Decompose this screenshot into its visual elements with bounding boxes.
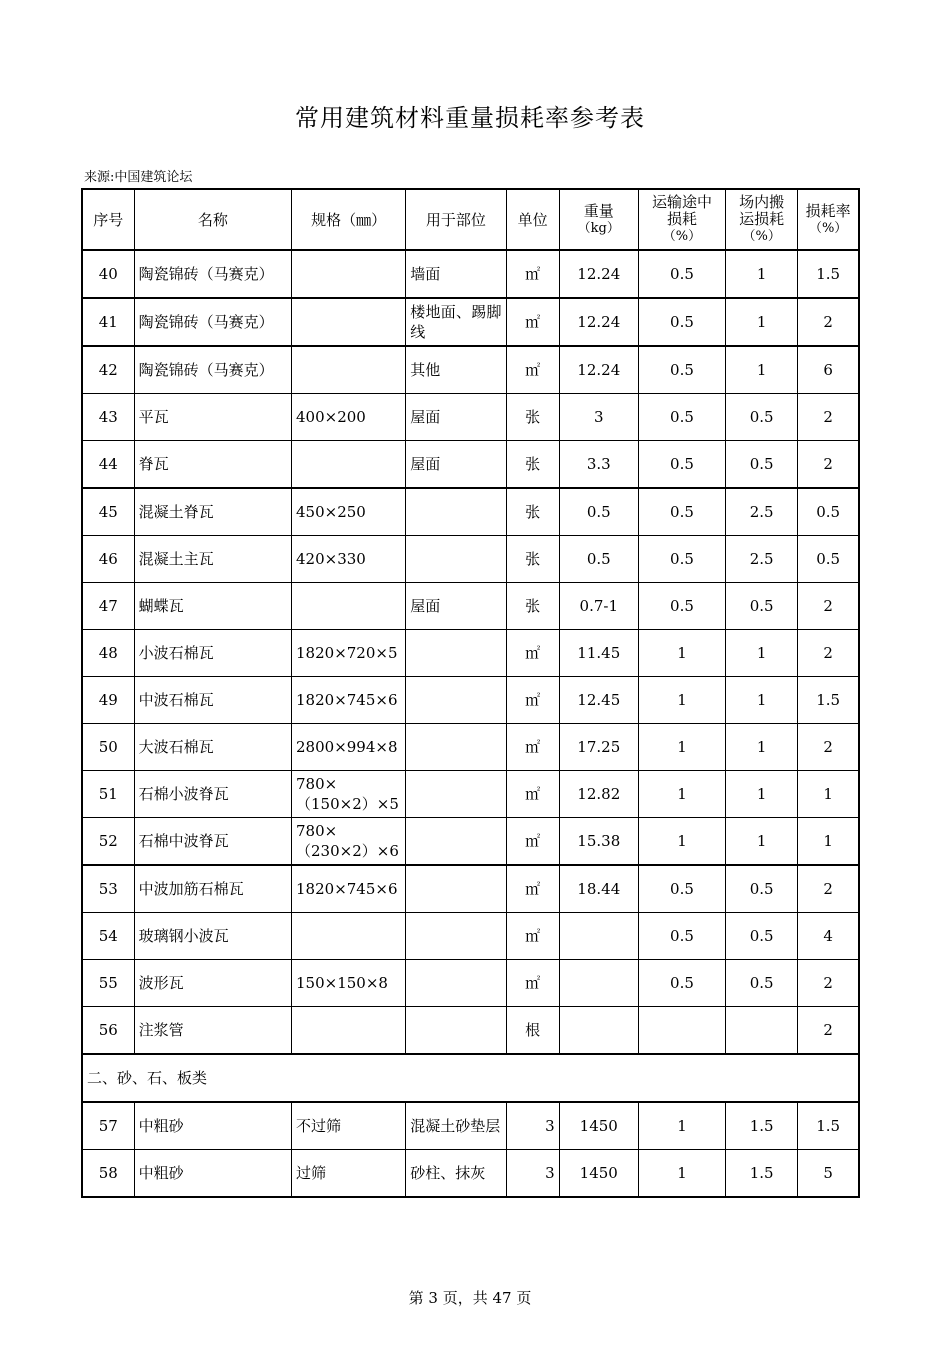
table-row [82, 394, 859, 441]
header-weight-line1: 重量 [583, 201, 614, 220]
section-row [82, 1054, 859, 1102]
table-header-row [82, 189, 859, 250]
cell-loss: 2 [798, 298, 859, 346]
cell-unit: ㎡ [506, 298, 559, 346]
cell-name: 波形瓦 [134, 960, 291, 1007]
cell-use [406, 488, 506, 536]
cell-unit: ㎡ [506, 865, 559, 913]
cell-site: 1 [726, 630, 798, 677]
cell-unit: 3 [506, 1102, 559, 1150]
cell-unit: ㎡ [506, 771, 559, 818]
cell-weight: 1450 [559, 1102, 638, 1150]
cell-loss: 2 [798, 630, 859, 677]
header-no: 序号 [82, 189, 134, 250]
cell-weight: 3 [559, 394, 638, 441]
cell-name: 石棉中波脊瓦 [134, 818, 291, 866]
cell-spec [292, 250, 406, 298]
cell-loss: 1.5 [798, 677, 859, 724]
cell-use: 楼地面、踢脚线 [406, 298, 506, 346]
cell-use: 屋面 [406, 394, 506, 441]
header-site-line3: （%） [742, 229, 781, 244]
cell-unit: 张 [506, 583, 559, 630]
cell-weight: 0.7-1 [559, 583, 638, 630]
cell-unit: ㎡ [506, 724, 559, 771]
cell-no: 42 [82, 346, 134, 394]
cell-use [406, 960, 506, 1007]
cell-site: 1 [726, 818, 798, 866]
header-loss-line1: 损耗率 [805, 201, 851, 220]
cell-loss: 2 [798, 865, 859, 913]
table-row [82, 913, 859, 960]
cell-use: 屋面 [406, 441, 506, 489]
cell-unit: 根 [506, 1007, 559, 1055]
cell-transport: 0.5 [638, 441, 725, 489]
cell-no: 43 [82, 394, 134, 441]
cell-weight: 1450 [559, 1150, 638, 1198]
cell-site: 0.5 [726, 960, 798, 1007]
cell-use [406, 818, 506, 866]
cell-loss: 2 [798, 583, 859, 630]
cell-no: 50 [82, 724, 134, 771]
header-site-loss [726, 189, 798, 250]
cell-no: 56 [82, 1007, 134, 1055]
cell-spec: 780×（230×2）×6 [292, 818, 406, 866]
cell-transport: 0.5 [638, 960, 725, 1007]
cell-site: 1 [726, 298, 798, 346]
header-transport-line1: 运输途中 [651, 193, 712, 211]
cell-transport: 1 [638, 771, 725, 818]
header-name: 名称 [134, 189, 291, 250]
cell-name: 陶瓷锦砖（马赛克） [134, 298, 291, 346]
table-row [82, 865, 859, 913]
cell-site: 1 [726, 677, 798, 724]
header-transport-line2: 损耗 [666, 210, 697, 228]
header-spec: 规格（㎜） [292, 189, 406, 250]
cell-loss: 2 [798, 441, 859, 489]
cell-site: 0.5 [726, 441, 798, 489]
cell-name: 中波石棉瓦 [134, 677, 291, 724]
cell-site: 0.5 [726, 583, 798, 630]
cell-use [406, 630, 506, 677]
cell-transport: 0.5 [638, 488, 725, 536]
cell-no: 53 [82, 865, 134, 913]
cell-weight: 11.45 [559, 630, 638, 677]
cell-weight: 3.3 [559, 441, 638, 489]
cell-no: 58 [82, 1150, 134, 1198]
cell-use [406, 536, 506, 583]
cell-site: 0.5 [726, 865, 798, 913]
table-row [82, 1150, 859, 1198]
cell-name: 中波加筋石棉瓦 [134, 865, 291, 913]
table-row [82, 960, 859, 1007]
cell-use: 其他 [406, 346, 506, 394]
cell-site: 1.5 [726, 1102, 798, 1150]
cell-weight [559, 913, 638, 960]
cell-transport: 0.5 [638, 394, 725, 441]
cell-loss: 1 [798, 818, 859, 866]
cell-no: 44 [82, 441, 134, 489]
cell-weight: 0.5 [559, 488, 638, 536]
cell-spec [292, 298, 406, 346]
cell-site: 2.5 [726, 536, 798, 583]
cell-loss: 2 [798, 724, 859, 771]
cell-transport: 0.5 [638, 913, 725, 960]
cell-spec: 420×330 [292, 536, 406, 583]
cell-unit: ㎡ [506, 630, 559, 677]
cell-loss: 2 [798, 1007, 859, 1055]
cell-name: 石棉小波脊瓦 [134, 771, 291, 818]
cell-spec: 不过筛 [292, 1102, 406, 1150]
cell-transport: 1 [638, 724, 725, 771]
cell-spec [292, 583, 406, 630]
cell-unit: ㎡ [506, 913, 559, 960]
cell-unit: 张 [506, 488, 559, 536]
cell-unit: 张 [506, 441, 559, 489]
cell-use [406, 771, 506, 818]
cell-use [406, 724, 506, 771]
cell-loss: 4 [798, 913, 859, 960]
cell-loss: 5 [798, 1150, 859, 1198]
table-row [82, 488, 859, 536]
cell-transport: 0.5 [638, 865, 725, 913]
cell-no: 40 [82, 250, 134, 298]
header-site-line1: 场内搬 [739, 193, 785, 211]
cell-no: 45 [82, 488, 134, 536]
cell-transport: 0.5 [638, 250, 725, 298]
table-row [82, 771, 859, 818]
cell-weight [559, 1007, 638, 1055]
cell-weight: 12.45 [559, 677, 638, 724]
cell-transport: 0.5 [638, 583, 725, 630]
cell-name: 玻璃钢小波瓦 [134, 913, 291, 960]
cell-transport: 1 [638, 1150, 725, 1198]
cell-name: 中粗砂 [134, 1150, 291, 1198]
cell-loss: 1.5 [798, 250, 859, 298]
cell-transport: 1 [638, 818, 725, 866]
cell-unit: ㎡ [506, 818, 559, 866]
table-row [82, 298, 859, 346]
cell-loss: 0.5 [798, 488, 859, 536]
header-weight-line2: （kg） [577, 220, 620, 236]
cell-use [406, 913, 506, 960]
cell-site [726, 1007, 798, 1055]
cell-use: 墙面 [406, 250, 506, 298]
cell-no: 54 [82, 913, 134, 960]
page-footer: 第 3 页，共 47 页 [408, 1289, 532, 1307]
cell-no: 47 [82, 583, 134, 630]
cell-use [406, 865, 506, 913]
cell-spec [292, 1007, 406, 1055]
header-site-line2: 运损耗 [739, 210, 785, 228]
cell-unit: ㎡ [506, 677, 559, 724]
table-row [82, 346, 859, 394]
cell-weight: 12.82 [559, 771, 638, 818]
table-row [82, 1102, 859, 1150]
header-transport-line3: （%） [662, 229, 702, 244]
page-title: 常用建筑材料重量损耗率参考表 [295, 104, 645, 132]
cell-no: 41 [82, 298, 134, 346]
cell-no: 48 [82, 630, 134, 677]
cell-loss: 0.5 [798, 536, 859, 583]
cell-name: 陶瓷锦砖（马赛克） [134, 250, 291, 298]
cell-spec: 2800×994×8 [292, 724, 406, 771]
table-row [82, 818, 859, 866]
source-note: 来源:中国建筑论坛 [84, 170, 193, 185]
cell-weight: 15.38 [559, 818, 638, 866]
cell-name: 中粗砂 [134, 1102, 291, 1150]
cell-spec [292, 346, 406, 394]
cell-site: 1 [726, 250, 798, 298]
cell-no: 57 [82, 1102, 134, 1150]
cell-transport: 1 [638, 1102, 725, 1150]
header-unit: 单位 [506, 189, 559, 250]
cell-weight: 18.44 [559, 865, 638, 913]
cell-spec: 1820×745×6 [292, 677, 406, 724]
cell-unit: ㎡ [506, 250, 559, 298]
table-row [82, 250, 859, 298]
section-title: 二、砂、石、板类 [82, 1054, 859, 1102]
header-weight [559, 189, 638, 250]
cell-spec [292, 441, 406, 489]
cell-weight: 12.24 [559, 298, 638, 346]
cell-transport: 1 [638, 630, 725, 677]
cell-use: 屋面 [406, 583, 506, 630]
cell-name: 平瓦 [134, 394, 291, 441]
cell-loss: 1 [798, 771, 859, 818]
cell-weight: 12.24 [559, 346, 638, 394]
cell-name: 注浆管 [134, 1007, 291, 1055]
cell-use [406, 677, 506, 724]
cell-spec [292, 913, 406, 960]
cell-no: 55 [82, 960, 134, 1007]
cell-transport: 0.5 [638, 298, 725, 346]
cell-transport: 0.5 [638, 536, 725, 583]
cell-weight [559, 960, 638, 1007]
cell-no: 46 [82, 536, 134, 583]
table-row [82, 1007, 859, 1055]
cell-no: 49 [82, 677, 134, 724]
cell-site: 0.5 [726, 394, 798, 441]
cell-no: 52 [82, 818, 134, 866]
cell-site: 1 [726, 771, 798, 818]
table-row [82, 583, 859, 630]
cell-unit: 张 [506, 394, 559, 441]
table-row [82, 724, 859, 771]
cell-name: 大波石棉瓦 [134, 724, 291, 771]
cell-unit: ㎡ [506, 960, 559, 1007]
cell-site: 1 [726, 346, 798, 394]
cell-transport: 1 [638, 677, 725, 724]
cell-spec: 1820×720×5 [292, 630, 406, 677]
table-row [82, 630, 859, 677]
cell-site: 0.5 [726, 913, 798, 960]
cell-no: 51 [82, 771, 134, 818]
cell-spec: 1820×745×6 [292, 865, 406, 913]
header-use: 用于部位 [406, 189, 506, 250]
cell-loss: 2 [798, 960, 859, 1007]
table-row [82, 677, 859, 724]
table-row [82, 441, 859, 489]
cell-weight: 0.5 [559, 536, 638, 583]
materials-table [81, 188, 860, 1198]
cell-use: 混凝土砂垫层 [406, 1102, 506, 1150]
cell-name: 脊瓦 [134, 441, 291, 489]
cell-unit: 张 [506, 536, 559, 583]
cell-unit: ㎡ [506, 346, 559, 394]
cell-transport: 0.5 [638, 346, 725, 394]
cell-spec: 780×（150×2）×5 [292, 771, 406, 818]
cell-spec: 过筛 [292, 1150, 406, 1198]
cell-weight: 17.25 [559, 724, 638, 771]
cell-spec: 150×150×8 [292, 960, 406, 1007]
header-loss-rate [798, 189, 859, 250]
header-transport-loss [638, 189, 725, 250]
cell-spec: 450×250 [292, 488, 406, 536]
cell-use [406, 1007, 506, 1055]
header-loss-line2: （%） [808, 220, 848, 236]
cell-name: 混凝土脊瓦 [134, 488, 291, 536]
cell-use: 砂柱、抹灰 [406, 1150, 506, 1198]
cell-loss: 2 [798, 394, 859, 441]
cell-site: 1 [726, 724, 798, 771]
cell-weight: 12.24 [559, 250, 638, 298]
cell-name: 小波石棉瓦 [134, 630, 291, 677]
cell-transport [638, 1007, 725, 1055]
cell-spec: 400×200 [292, 394, 406, 441]
cell-name: 陶瓷锦砖（马赛克） [134, 346, 291, 394]
cell-name: 蝴蝶瓦 [134, 583, 291, 630]
cell-name: 混凝土主瓦 [134, 536, 291, 583]
cell-loss: 1.5 [798, 1102, 859, 1150]
cell-site: 1.5 [726, 1150, 798, 1198]
table-row [82, 536, 859, 583]
cell-loss: 6 [798, 346, 859, 394]
cell-site: 2.5 [726, 488, 798, 536]
cell-unit: 3 [506, 1150, 559, 1198]
